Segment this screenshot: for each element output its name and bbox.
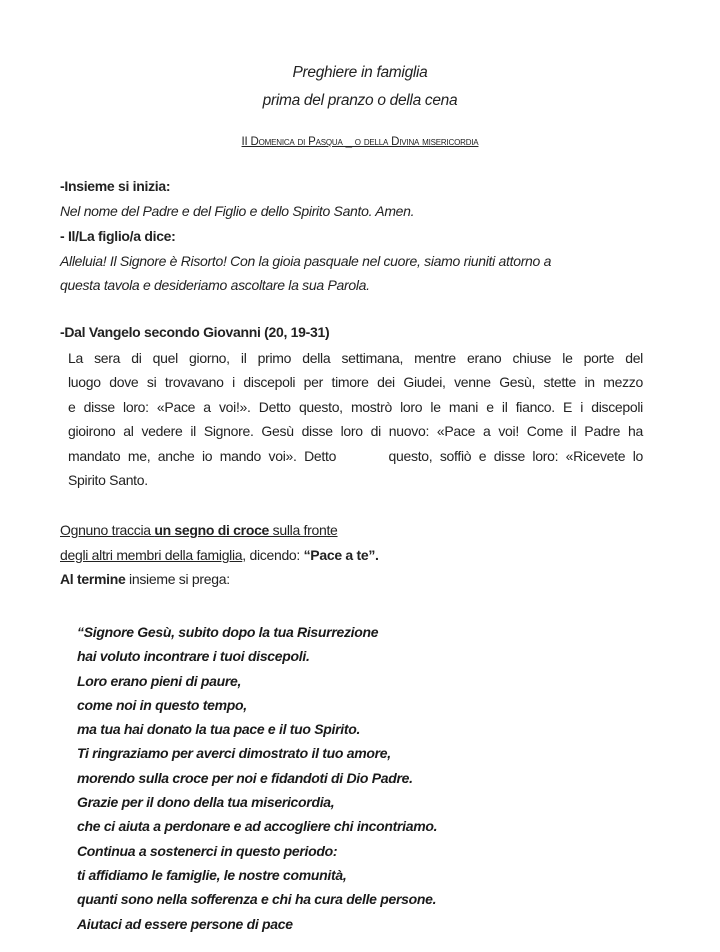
instruction-line2-c: “Pace a te”.: [303, 547, 379, 563]
instruction-line2: [60, 547, 379, 563]
prayer-line: Continua a sostenerci in questo periodo:: [77, 842, 338, 859]
prayer-line: morendo sulla croce per noi e fidandoti di Dio Padre.: [77, 769, 413, 786]
gospel-line: mandato me, anche io mando voi». Detto questo, soffiò e disse loro: «Ricevete lo: [68, 447, 643, 464]
gospel-line: La sera di quel giorno, il primo della settimana, mentre erano chiuse le porte del: [68, 350, 643, 366]
child-heading-prefix: -: [60, 228, 68, 244]
gospel-heading: -Dal Vangelo secondo Giovanni (20, 19-31): [60, 324, 330, 340]
opening-heading: -Insieme si inizia:: [60, 178, 171, 194]
document-subtitle: II Domenica di Pasqua _ o della Divina misericordia: [241, 136, 479, 148]
prayer-line: Loro erano pieni di paure,: [77, 672, 242, 689]
instruction-line3: [60, 571, 230, 587]
gospel-line: gioirono al vedere il Signore. Gesù disse loro di nuovo: «Pace a voi! Come il Padre ha: [68, 423, 643, 440]
opening-text: Nel nome del Padre e del Figlio e dello Spirito Santo. Amen.: [60, 203, 415, 219]
instruction-line3-a: Al termine: [60, 571, 126, 587]
prayer-line: ma tua hai donato la tua pace e il tuo Spirito.: [77, 721, 361, 738]
prayer-line: Ti ringraziamo per averci dimostrato il tuo amore,: [77, 745, 391, 762]
prayer-line: quanti sono nella sofferenza e chi ha cura delle persone.: [77, 891, 437, 908]
gospel-text: [68, 346, 643, 492]
child-heading: [60, 228, 176, 244]
gospel-line: Spirito Santo.: [68, 471, 148, 488]
gospel-line: luogo dove si trovavano i discepoli per timore dei Giudei, venne Gesù, stette in mezzo: [68, 374, 643, 391]
instruction-line1-c: sulla fronte: [269, 522, 338, 538]
child-text-line1: Alleluia! Il Signore è Risorto! Con la gioia pasquale nel cuore, siamo riuniti attorno a: [60, 253, 552, 269]
prayer-text: [77, 620, 437, 936]
instruction-line1-a: Ognuno traccia: [60, 522, 155, 538]
instruction-line1: [60, 522, 338, 538]
instruction-line1-b: un segno di croce: [154, 522, 270, 538]
prayer-line: “Signore Gesù, subito dopo la tua Risurrezione: [77, 624, 379, 640]
instruction-line2-b: , dicendo:: [242, 547, 304, 563]
prayer-line: Aiutaci ad essere persone di pace: [77, 915, 293, 932]
prayer-line: hai voluto incontrare i tuoi discepoli.: [77, 648, 310, 665]
child-text-line2: questa tavola e desideriamo ascoltare la sua Parola.: [60, 277, 370, 293]
instruction-line3-b: insieme si prega:: [125, 571, 230, 587]
prayer-line: che ci aiuta a perdonare e ad accogliere chi incontriamo.: [77, 818, 438, 835]
document-title-line1: Preghiere in famiglia: [292, 64, 428, 81]
gospel-line: e disse loro: «Pace a voi!». Detto questo, mostrò loro le mani e il fianco. E i discepoli: [68, 398, 643, 415]
document-title-line2: prima del pranzo o della cena: [262, 92, 458, 109]
instruction-line2-a: degli altri membri della famiglia: [60, 547, 243, 563]
prayer-line: Grazie per il dono della tua misericordia,: [77, 794, 335, 811]
prayer-line: ti affidiamo le famiglie, le nostre comunità,: [77, 866, 347, 883]
prayer-line: come noi in questo tempo,: [77, 696, 247, 713]
child-heading-label: Il/La figlio/a dice:: [67, 228, 176, 244]
